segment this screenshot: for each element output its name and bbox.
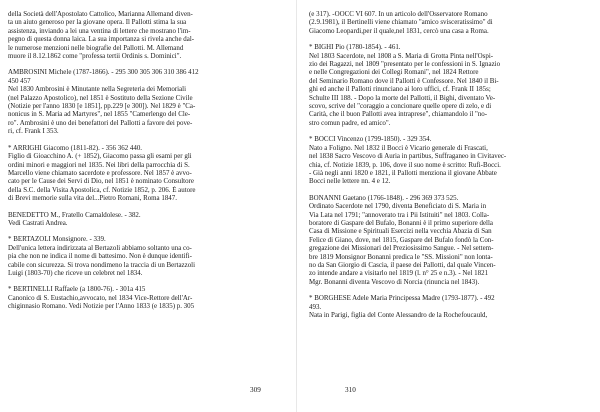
text-line: * BORGHESE Adele Maria Principessa Madre (1793-1877). - 492: [309, 294, 495, 303]
entry-gap: [8, 227, 285, 235]
text-line: BONANNI Gaetano (1766-1848). - 296 369 373 525.: [309, 193, 459, 202]
page-number-right: 310: [345, 386, 356, 394]
entry-gap: [8, 60, 285, 68]
text-line: ro". Ambrosini è uno dei benefattori del Pallotti a favore dei pove-: [8, 118, 193, 127]
text-line: 450 457: [8, 76, 31, 85]
entry-gap: [309, 286, 592, 294]
text-line: assistenza, inviando a lei una ventina di lettere che mostrano l'im-: [8, 26, 191, 35]
text-line: Ordinato Sacerdote nel 1790, diventa Beneficiato di S. Maria in: [309, 202, 487, 211]
text-line: zo intende andare a visitarlo nel 1819 (l. n° 25 e n.3). - Nel 1821: [309, 269, 489, 278]
text-line: le numerose menzioni nelle biografie del Pallotti. M. Allemand: [8, 43, 184, 52]
text-line: cato per le Cause dei Servi di Dio, nel 1851 è nominato Consultore: [8, 177, 194, 186]
text-line: del Seminario Romano dove il Pallotti è Confessore. Nel 1840 il Bi-: [309, 76, 499, 85]
text-line: Canonico di S. Eustachio,avvocato, nel 1834 Vice-Rettore dell'Ar-: [8, 293, 193, 302]
text-line: zio dei Ragazzi, nel 1809 "presentato per le confessioni in S. Ignazio: [309, 60, 501, 69]
right-page-text: [309, 10, 592, 319]
text-line: BENEDETTO M., Fratello Camaldolese. - 382.: [8, 210, 141, 219]
left-page: [8, 10, 285, 402]
text-line: Nel 1803 Sacerdote, nel 1808 a S. Maria di Grotta Pinta nell'Ospi-: [309, 51, 494, 60]
text-line: bre 1819 Monsignor Bonanni predica le "SS. Missioni" non lonta-: [309, 252, 493, 261]
text-line: stro comun padre, ed amico".: [309, 118, 391, 127]
entry-gap: [8, 136, 285, 144]
text-line: boratore di Gaspare del Bufalo, Bonanni è il primo superiore della: [309, 218, 493, 227]
text-line: Luigi (1803-70) che riceve un celebret nel 1834.: [8, 268, 143, 277]
text-line: Felice di Giano, dove, nel 1815, Gaspare del Bufalo fondò la Con-: [309, 235, 494, 244]
text-line: (Notizie per l'anno 1830 [e 1851], pp.229 [e 300]). Nel 1829 è "Ca-: [8, 102, 196, 111]
text-line: Mgr. Bonanni diventa Vescovo di Norcia (rinuncia nel 1843).: [309, 277, 480, 286]
text-line: della S.C. della Visita Apostolica, cf. Notizie 1852, p. 206. È autore: [8, 185, 196, 194]
text-line: cabile con sicurezza. Si trova nondimeno la traccia di un Bertazzoli: [8, 260, 196, 269]
text-line: nel 1838 Sacro Vescovo di Auria in partibus, Suffraganeo in Civitavec-: [309, 152, 507, 161]
text-line: Via Lata nel 1791; "annoverato tra i Pii Istituiti" nel 1803. Colla-: [309, 210, 490, 219]
text-line: * BERTINELLI Raffaele (a 1800-76). - 301a 415: [8, 285, 146, 294]
text-line: Nata in Parigi, figlia del Conte Alessandro de la Rochefoucauld,: [309, 311, 488, 319]
text-line: (nel Palazzo Apostolico), nel 1851 è Sostituto della Sezione Civile: [8, 93, 193, 102]
text-line: nonicus in S. Maria ad Martyres", nel 1855 "Camerlengo del Cle-: [8, 110, 191, 119]
text-line: scovo, scrive del "coraggio a concionare quelle opere di zelo, e di: [309, 102, 492, 111]
text-line: Schulte III 188. - Dopo la morte del Pallotti, il Bighi, diventato Ve-: [309, 93, 496, 102]
text-line: pegno di questa donna laica. La sua importanza si rivela anche dal-: [8, 35, 195, 44]
entry-gap: [309, 186, 592, 194]
text-line: AMBROSINI Michele (1787-1866). - 295 300 305 306 310 386 412: [8, 68, 199, 77]
book-gutter: [296, 0, 297, 412]
text-line: Bocci nelle lettere nn. 4 e 12.: [309, 177, 391, 186]
text-line: Figlio di Gioacchino A. (+ 1852), Giacomo passa gli esami per gli: [8, 152, 192, 161]
text-line: Giacomo Leopardi,per il quale,nel 1831, cercò una casa a Roma.: [309, 26, 489, 35]
text-line: di Brevi memorie sulla vita del...Pietro Romani, Roma 1847.: [8, 194, 177, 203]
text-line: chiginnasio Romano. Vedi Notizie per l'Anno 1833 (e 1835) p. 305: [8, 302, 195, 311]
text-line: chia, cf. Notizie 1839, p. 106, dove il suo nome è scritto: Rufi-Bocci.: [309, 160, 501, 169]
text-line: (2.9.1981), il Bertinelli viene chiamato "amico svisceratissimo" di: [309, 18, 493, 27]
entry-gap: [309, 127, 592, 135]
text-line: * BIGHI Pio (1780-1854). - 461.: [309, 43, 401, 52]
text-line: Dell'unica lettera indirizzata al Bertazoli abbiamo soltanto una co-: [8, 243, 192, 252]
text-line: 493.: [309, 302, 322, 311]
text-line: gregazione dei Missionari del Preziosissimo Sangue. - Nel settem-: [309, 244, 494, 253]
right-page: [309, 10, 592, 402]
text-line: ghi ed anche il Pallotti rinunciano ai loro uffici, cf. Frank II 185s;: [309, 85, 491, 94]
text-line: ri, cf. Frank I 353.: [8, 127, 59, 136]
text-line: Nel 1830 Ambrosini è Minutante nella Segreteria dei Memoriali: [8, 85, 187, 94]
text-line: - Già negli anni 1820 e 1821, il Pallotti menziona il giovane Abbate: [309, 168, 497, 177]
text-line: muore il 8.12.1862 come "professa tertii Ordinis s. Dominici".: [8, 52, 182, 61]
text-line: della Società dell'Apostolato Cattolico, Marianna Allemand diven-: [8, 10, 193, 18]
text-line: pia che non ne indica il nome di battesimo. Non è dunque identifi-: [8, 252, 192, 261]
text-line: Marcello viene chiamato sacerdote e professore. Nel 1857 è avvo-: [8, 168, 192, 177]
text-line: * BOCCI Vincenzo (1799-1850). - 329 354.: [309, 135, 432, 144]
text-line: Casa di Missione e Spirituali Esercizi nella vecchia Abazia di San: [309, 227, 492, 236]
text-line: * BERTAZOLI Monsignore. - 339.: [8, 235, 106, 244]
left-page-text: [8, 10, 285, 311]
text-line: no da San Giorgio di Cascia, il paese dei Pallotti, dal quale Vincen-: [309, 260, 496, 269]
text-line: e nelle Congregazioni dei Collegi Romani", nel 1824 Rettore: [309, 68, 479, 77]
text-line: Vedi Castrati Andrea.: [8, 218, 68, 227]
entry-gap: [309, 35, 592, 43]
text-line: * ARRIGHI Giacomo (1811-82). - 356 362 440.: [8, 143, 143, 152]
entry-gap: [8, 203, 285, 211]
text-line: Nato a Foligno. Nel 1832 il Bocci è Vicario generale di Frascati,: [309, 143, 488, 152]
text-line: ordini minori e maggiori nel 1835. Nei libri della parrocchia di S.: [8, 160, 190, 169]
text-line: Carità, che il buon Pallotti avea intraprese", chiamandolo il "no-: [309, 110, 488, 119]
entry-gap: [8, 277, 285, 285]
text-line: (e 317). -OOCC VI 607. In un articolo dell'Osservatore Romano: [309, 10, 488, 18]
text-line: ta un aiuto generoso per la giovane opera. Il Pallotti stima la sua: [8, 18, 187, 27]
page-number-left: 309: [250, 386, 261, 394]
